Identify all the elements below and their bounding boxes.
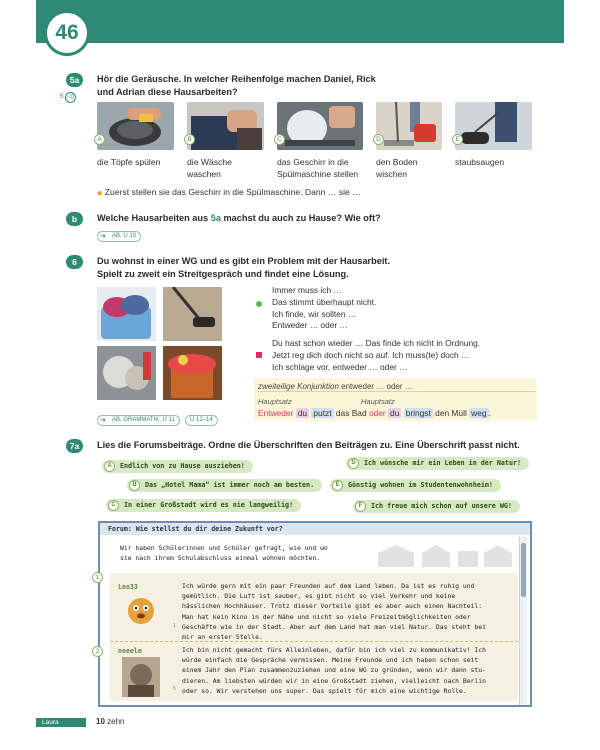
word-particle: weg bbox=[471, 408, 487, 418]
word-oder: oder bbox=[368, 408, 386, 418]
grammar-title-rest: entweder … oder … bbox=[338, 382, 413, 391]
post-2-avatar bbox=[122, 657, 160, 697]
post-1-line: hässlichen Hochhäuser. Trotz dieser Vorteile gibt es aber auch einen Nachteil: bbox=[182, 602, 483, 611]
caption-e bbox=[455, 157, 535, 169]
grammar-sentence bbox=[258, 408, 491, 418]
letter-a: A bbox=[94, 134, 105, 145]
audio-track[interactable] bbox=[60, 92, 76, 103]
question-6 bbox=[97, 255, 537, 280]
label-hauptsatz-1: Hauptsatz bbox=[258, 397, 292, 406]
footer-page-number: 10 bbox=[96, 717, 105, 726]
caption-b-line1: die Wäsche bbox=[187, 157, 232, 167]
sentence-end: . bbox=[488, 408, 491, 418]
word-object: das Bad bbox=[335, 408, 367, 418]
page-header-bar bbox=[36, 0, 564, 43]
dialogue-red-line: Ich schlage vor, entweder … oder … bbox=[272, 361, 408, 372]
caption-d-line1: den Boden bbox=[376, 157, 418, 167]
post-2-line: dieren. Am liebsten würden wir in eine Großstadt ziehen, vielleicht nach Berlin bbox=[182, 676, 486, 685]
forum-intro-line1: Wir haben Schülerinnen und Schüler gefragt, wie und wo bbox=[120, 544, 328, 552]
dialogue-green bbox=[272, 285, 542, 332]
exercise-badge-b: b bbox=[66, 212, 83, 226]
diamond-bullet-icon: ◆ bbox=[97, 190, 103, 197]
word-subject: du bbox=[390, 408, 400, 418]
photo-trash-bin bbox=[163, 346, 222, 400]
post-2-line: würde einfach die Gespräche vermissen. Meine Freunde und ich haben schon seit bbox=[182, 656, 479, 665]
post-number-2: 2 bbox=[92, 646, 103, 657]
arrow-right-icon: ➔ bbox=[100, 233, 106, 240]
heading-c-text: In einer Großstadt wird es nie langweilig! bbox=[124, 501, 294, 509]
caption-a bbox=[97, 157, 182, 169]
question-b bbox=[97, 212, 537, 225]
post-number-1: 1 bbox=[92, 572, 103, 583]
word-object: den Müll bbox=[435, 408, 467, 418]
question-b-before: Welche Hausarbeiten aus bbox=[97, 213, 211, 223]
footer-page bbox=[96, 717, 125, 726]
photo-laundry bbox=[187, 102, 264, 150]
word-verb: bringst bbox=[405, 408, 431, 418]
photo-pot-washing bbox=[97, 102, 174, 150]
caption-a-line1: die Töpfe spülen bbox=[97, 157, 161, 167]
forum-scrollbar[interactable] bbox=[519, 537, 527, 705]
post-1-line: Ich würde gern mit ein paar Freunden auf dem Land leben. Da ist es ruhig und bbox=[182, 582, 475, 590]
dialogue-green-line: Ich finde, wir sollten … bbox=[272, 308, 357, 319]
post-1-text bbox=[182, 581, 516, 642]
example-5a-text: Zuerst stellen sie das Geschirr in die Spülmaschine. Dann … sie … bbox=[104, 187, 361, 197]
question-5a-line1: Hör die Geräusche. In welcher Reihenfolge machen Daniel, Rick bbox=[97, 74, 376, 84]
heading-c[interactable] bbox=[106, 499, 301, 512]
scrollbar-thumb[interactable] bbox=[521, 543, 526, 597]
footer-section: Laura bbox=[36, 718, 86, 727]
footer-page-word: zehn bbox=[107, 717, 125, 726]
dialogue-red bbox=[272, 338, 542, 373]
heading-f-text: Ich freue mich schon auf unsere WG! bbox=[371, 502, 512, 510]
post-1-line: Geschäfte wie in der Stadt. Aber auf dem Land hat man viel Natur. Das steht bei bbox=[182, 622, 486, 631]
forum-window bbox=[98, 521, 532, 707]
post-1-line: mir an erster Stelle. bbox=[182, 633, 263, 642]
forum-title: Forum: Wie stellst du dir deine Zukunft vor? bbox=[100, 523, 530, 535]
house-silhouettes-icon bbox=[378, 541, 512, 567]
question-7a: Lies die Forumsbeiträge. Ordne die Überschriften den Beiträgen zu. Eine Überschrift passt nicht. bbox=[97, 440, 520, 450]
caption-b-line2: waschen bbox=[187, 168, 221, 179]
letter-b: B bbox=[184, 134, 195, 145]
letter-e: E bbox=[452, 134, 463, 145]
heading-b-text: Das „Hotel Mama“ ist immer noch am besten. bbox=[145, 481, 315, 489]
word-entweder: Entweder bbox=[258, 408, 294, 418]
heading-c-letter: C bbox=[108, 500, 119, 511]
heading-e-letter: E bbox=[332, 480, 343, 491]
post-1-username: Leo33 bbox=[118, 583, 138, 591]
question-6-line1: Du wohnst in einer WG und es gibt ein Problem mit der Hausarbeit. bbox=[97, 256, 391, 266]
post-2-username: neeele bbox=[118, 647, 142, 655]
caption-c-line1: das Geschirr in die bbox=[277, 157, 349, 167]
forum-intro bbox=[120, 543, 380, 563]
grammar-divider bbox=[258, 391, 536, 392]
label-hauptsatz-2: Hauptsatz bbox=[361, 397, 395, 406]
example-5a bbox=[97, 187, 537, 197]
question-5a bbox=[97, 73, 537, 98]
caption-d bbox=[376, 157, 451, 180]
green-dot-icon bbox=[256, 301, 262, 307]
exercise-badge-7a: 7a bbox=[66, 439, 83, 453]
word-verb: putzt bbox=[313, 408, 332, 418]
heading-d-letter: D bbox=[348, 458, 359, 469]
dialogue-green-line: Das stimmt überhaupt nicht. bbox=[272, 296, 377, 307]
audio-icon: ◁) bbox=[65, 92, 76, 103]
photo-laundry-basket bbox=[97, 287, 156, 341]
question-b-after: machst du auch zu Hause? Wie oft? bbox=[220, 213, 381, 223]
post-divider bbox=[110, 641, 518, 642]
workbook-ref-grammar-text: AB, GRAMMATIK, Ü 11 bbox=[112, 417, 175, 423]
dialogue-green-line: Entweder … oder … bbox=[272, 320, 348, 331]
letter-d: D bbox=[373, 134, 384, 145]
dialogue-red-line: Jetzt reg dich doch nicht so auf. Ich muss(te) doch … bbox=[272, 349, 470, 360]
page-number: 46 bbox=[44, 10, 90, 56]
workbook-ref-b[interactable] bbox=[97, 231, 141, 242]
photo-dirty-dishes bbox=[97, 346, 156, 400]
dialogue-green-line: Immer muss ich … bbox=[272, 285, 342, 295]
red-square-icon bbox=[256, 352, 262, 358]
post-1-avatar bbox=[122, 593, 160, 627]
heading-f-letter: F bbox=[355, 501, 366, 512]
grammar-title-italic: zweiteilige Konjunktion bbox=[258, 382, 339, 391]
post-2-line: einem Jahr den Plan zusammenzuziehen und eine WG zu gründen, wenn wir dann stu- bbox=[182, 666, 486, 675]
heading-a-letter: A bbox=[104, 461, 115, 472]
caption-e-line1: staubsaugen bbox=[455, 157, 505, 167]
workbook-ref-exercises-text: Ü 12–14 bbox=[190, 417, 213, 423]
workbook-ref-b-text: AB, Ü 10 bbox=[112, 233, 137, 239]
post-1-line: Man hat kein Kino in der Nähe und nicht so viele Freizeitmöglichkeiten oder bbox=[182, 612, 471, 621]
post-1-line-marker: 1 bbox=[173, 623, 176, 629]
post-2-line-marker: 5 bbox=[173, 686, 176, 692]
post-1-line: gemütlich. Die Luft ist sauber, es gibt nicht so viel Verkehr und keine bbox=[182, 592, 456, 601]
workbook-ref-grammar[interactable] bbox=[97, 415, 180, 426]
grammar-title bbox=[258, 382, 413, 391]
forum-intro-line2: sie nach ihrem Schulabschluss einmal wohnen möchten. bbox=[120, 554, 321, 563]
heading-e[interactable] bbox=[330, 479, 501, 492]
heading-e-text: Günstig wohnen im Studentenwohnheim! bbox=[348, 481, 493, 489]
photo-vacuum-carpet bbox=[163, 287, 222, 341]
heading-a-text: Endlich von zu Hause ausziehen! bbox=[120, 462, 245, 470]
heading-a[interactable] bbox=[102, 460, 253, 473]
question-5a-line2: und Adrian diese Hausarbeiten? bbox=[97, 86, 238, 97]
post-2-line: oder so. Wir verstehen uns super. Das spielt für mich eine wichtige Rolle. bbox=[182, 686, 467, 695]
heading-f[interactable] bbox=[353, 500, 520, 513]
caption-c bbox=[277, 157, 372, 180]
heading-d[interactable] bbox=[346, 457, 529, 470]
word-subject: du bbox=[297, 408, 308, 418]
exercise-badge-6: 6 bbox=[66, 255, 83, 269]
exercise-badge-5a: 5a bbox=[66, 73, 83, 87]
workbook-ref-exercises[interactable] bbox=[185, 415, 218, 426]
question-6-line2: Spielt zu zweit ein Streitgespräch und findet eine Lösung. bbox=[97, 268, 349, 279]
caption-b bbox=[187, 157, 272, 180]
arrow-right-icon: ➔ bbox=[100, 417, 106, 424]
caption-d-line2: wischen bbox=[376, 168, 408, 179]
photo-dishwasher bbox=[277, 102, 363, 150]
letter-c: C bbox=[274, 134, 285, 145]
post-2-text bbox=[182, 645, 516, 696]
question-b-ref: 5a bbox=[210, 213, 221, 223]
photo-vacuuming bbox=[455, 102, 532, 150]
heading-d-text: Ich wünsche mir ein Leben in der Natur! bbox=[364, 459, 522, 467]
dialogue-red-line: Du hast schon wieder … Das finde ich nicht in Ordnung. bbox=[272, 338, 481, 348]
heading-b[interactable] bbox=[127, 479, 322, 492]
post-2-line: Ich bin nicht gemacht fürs Alleinleben, dafür bin ich viel zu kommunikativ! Ich bbox=[182, 646, 486, 654]
photo-mopping bbox=[376, 102, 442, 150]
track-number: 5 bbox=[60, 94, 64, 100]
heading-b-letter: B bbox=[129, 480, 140, 491]
caption-c-line2: Spülmaschine stellen bbox=[277, 168, 359, 179]
